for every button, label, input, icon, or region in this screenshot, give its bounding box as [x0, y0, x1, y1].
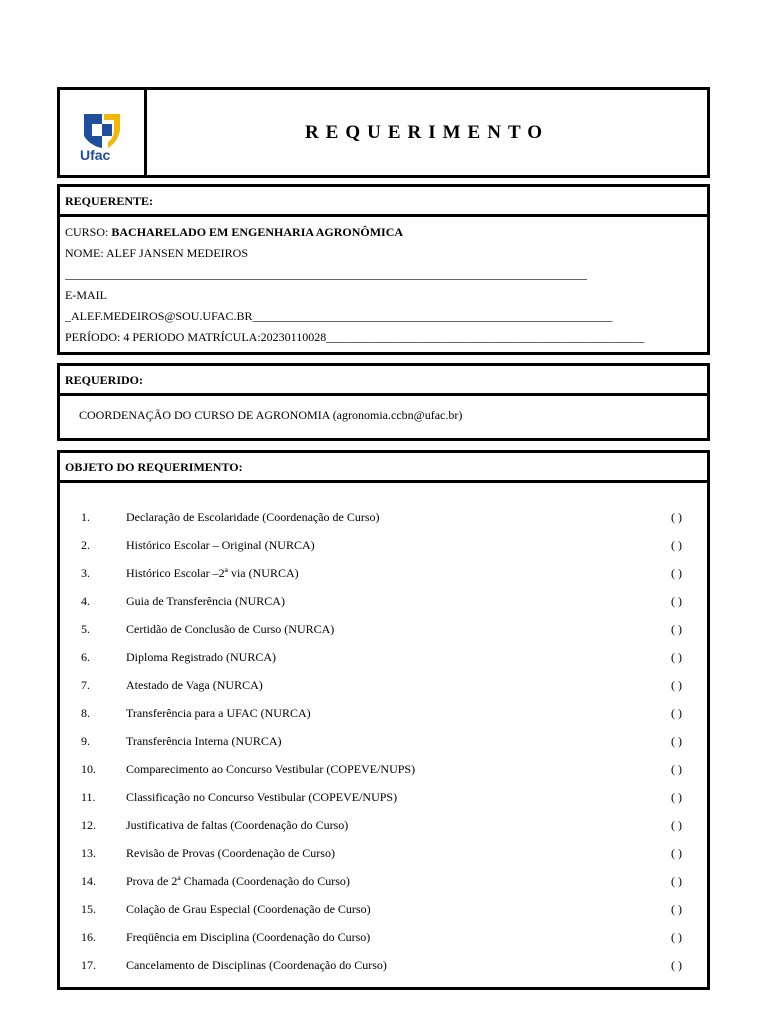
item-text: Histórico Escolar – Original (NURCA) — [126, 538, 315, 552]
objeto-heading: OBJETO DO REQUERIMENTO: — [60, 453, 707, 483]
item-checkbox[interactable]: ( ) — [671, 678, 682, 692]
item-number: 7. — [81, 678, 90, 692]
item-number: 14. — [81, 874, 96, 888]
item-checkbox[interactable]: ( ) — [671, 594, 682, 608]
email-label: E-MAIL — [65, 288, 107, 302]
item-checkbox[interactable]: ( ) — [671, 510, 682, 524]
item-number: 11. — [81, 790, 96, 804]
requerido-heading: REQUERIDO: — [60, 366, 707, 396]
item-text: Classificação no Concurso Vestibular (COPEVE/NUPS) — [126, 790, 398, 804]
item-checkbox[interactable]: ( ) — [671, 734, 682, 748]
item-number: 17. — [81, 958, 96, 972]
list-item — [60, 818, 707, 846]
page-title: REQUERIMENTO — [304, 121, 550, 143]
requerido-value: COORDENAÇÃO DO CURSO DE AGRONOMIA (agronomia.ccbn@ufac.br) — [79, 408, 463, 422]
item-text: Colação de Grau Especial (Coordenação de Curso) — [126, 902, 371, 916]
requerente-heading: REQUERENTE: — [60, 187, 707, 217]
item-number: 5. — [81, 622, 90, 636]
item-number: 12. — [81, 818, 96, 832]
item-number: 1. — [81, 510, 90, 524]
item-text: Atestado de Vaga (NURCA) — [126, 678, 263, 692]
item-text: Transferência para a UFAC (NURCA) — [126, 706, 311, 720]
list-item — [60, 958, 707, 986]
item-checkbox[interactable]: ( ) — [671, 846, 682, 860]
periodo-line: PERÍODO: 4 PERIODO MATRÍCULA:20230110028_____________________________________________________ — [65, 330, 645, 344]
item-checkbox[interactable]: ( ) — [671, 566, 682, 580]
requerente-section — [57, 184, 710, 355]
curso-label: CURSO: — [65, 225, 109, 239]
item-number: 16. — [81, 930, 96, 944]
list-item — [60, 678, 707, 706]
logo-text: Ufac — [80, 147, 111, 162]
item-number: 8. — [81, 706, 90, 720]
item-number: 4. — [81, 594, 90, 608]
header-box — [57, 87, 710, 178]
item-text: Guia de Transferência (NURCA) — [126, 594, 285, 608]
item-text: Histórico Escolar –2ª via (NURCA) — [126, 566, 299, 580]
item-checkbox[interactable]: ( ) — [671, 902, 682, 916]
item-number: 15. — [81, 902, 96, 916]
item-text: Prova de 2ª Chamada (Coordenação do Curso) — [126, 874, 350, 888]
item-text: Certidão de Conclusão de Curso (NURCA) — [126, 622, 335, 636]
list-item — [60, 566, 707, 594]
objeto-section — [57, 450, 710, 990]
item-checkbox[interactable]: ( ) — [671, 790, 682, 804]
item-text: Justificativa de faltas (Coordenação do Curso) — [126, 818, 349, 832]
list-item — [60, 650, 707, 678]
curso-value: BACHARELADO EM ENGENHARIA AGRONÔMICA — [111, 225, 404, 239]
item-text: Freqüência em Disciplina (Coordenação do Curso) — [126, 930, 371, 944]
curso-line — [65, 222, 702, 243]
logo-cell — [60, 90, 147, 175]
item-checkbox[interactable]: ( ) — [671, 930, 682, 944]
list-item — [60, 538, 707, 566]
list-item — [60, 734, 707, 762]
objeto-list — [60, 510, 707, 986]
blank-line: _______________________________________________________________________________________ — [65, 267, 587, 281]
item-checkbox[interactable]: ( ) — [671, 762, 682, 776]
list-item — [60, 622, 707, 650]
item-text: Revisão de Provas (Coordenação de Curso) — [126, 846, 335, 860]
item-checkbox[interactable]: ( ) — [671, 958, 682, 972]
item-text: Cancelamento de Disciplinas (Coordenação do Curso) — [126, 958, 387, 972]
email-line: _ALEF.MEDEIROS@SOU.UFAC.BR____________________________________________________________ — [65, 309, 613, 323]
list-item — [60, 510, 707, 538]
list-item — [60, 594, 707, 622]
item-checkbox[interactable]: ( ) — [671, 538, 682, 552]
list-item — [60, 762, 707, 790]
item-checkbox[interactable]: ( ) — [671, 706, 682, 720]
item-checkbox[interactable]: ( ) — [671, 650, 682, 664]
item-text: Transferência Interna (NURCA) — [126, 734, 282, 748]
item-number: 10. — [81, 762, 96, 776]
list-item — [60, 874, 707, 902]
requerido-section — [57, 363, 710, 441]
item-text: Declaração de Escolaridade (Coordenação de Curso) — [126, 510, 380, 524]
list-item — [60, 706, 707, 734]
item-text: Diploma Registrado (NURCA) — [126, 650, 276, 664]
item-number: 6. — [81, 650, 90, 664]
list-item — [60, 930, 707, 958]
list-item — [60, 846, 707, 874]
item-checkbox[interactable]: ( ) — [671, 874, 682, 888]
ufac-logo-icon — [78, 110, 126, 162]
item-number: 9. — [81, 734, 90, 748]
requerente-body — [60, 217, 707, 348]
list-item — [60, 790, 707, 818]
item-number: 13. — [81, 846, 96, 860]
item-checkbox[interactable]: ( ) — [671, 622, 682, 636]
item-number: 2. — [81, 538, 90, 552]
item-text: Comparecimento ao Concurso Vestibular (COPEVE/NUPS) — [126, 762, 416, 776]
item-checkbox[interactable]: ( ) — [671, 818, 682, 832]
nome-line: NOME: ALEF JANSEN MEDEIROS — [65, 246, 249, 260]
list-item — [60, 902, 707, 930]
item-number: 3. — [81, 566, 90, 580]
